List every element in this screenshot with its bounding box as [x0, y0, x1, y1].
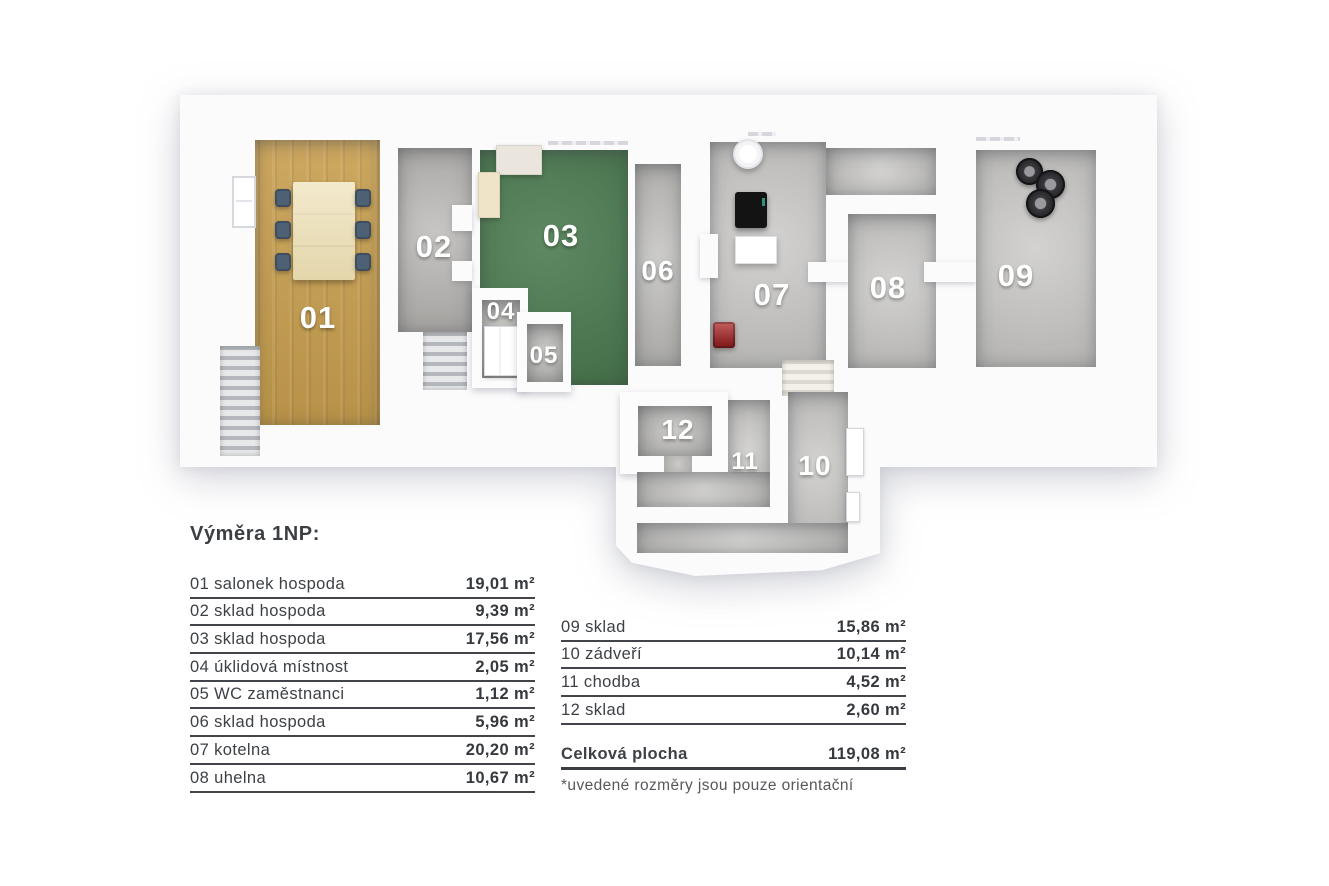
- wall-stub: [700, 234, 718, 278]
- legend-room-name: 01 salonek hospoda: [190, 574, 345, 593]
- room-06-label: 06: [641, 255, 675, 286]
- legend-room-area: 15,86 m²: [836, 617, 906, 636]
- kitchen-cabinet: [478, 172, 500, 218]
- chair-icon: [275, 253, 291, 271]
- legend-room-area: 1,12 m²: [475, 685, 535, 704]
- exterior-stairs: [220, 346, 260, 456]
- wall-vent-icon: [748, 132, 776, 136]
- chair-icon: [275, 221, 291, 239]
- door-jamb: [452, 261, 472, 281]
- chair-icon: [355, 221, 371, 239]
- legend-row-02: [190, 599, 535, 627]
- legend-room-name: 08 uhelna: [190, 768, 267, 787]
- wall-vent-icon: [548, 141, 628, 145]
- legend-room-area: 17,56 m²: [465, 630, 535, 649]
- room-08-label: 08: [869, 270, 907, 305]
- car-tire-icon: [1026, 189, 1055, 218]
- legend-room-name: 09 sklad: [561, 617, 626, 636]
- entry-door: [846, 492, 860, 522]
- sink-unit: [484, 326, 518, 376]
- room-03-label: 03: [542, 218, 580, 253]
- room-01-label: 01: [299, 300, 337, 335]
- legend-total-row: [561, 742, 906, 770]
- red-machine: [713, 322, 735, 348]
- room-10-label: 10: [798, 450, 832, 481]
- room-10-floor-strip: [637, 523, 848, 553]
- legend-note: *uvedené rozměry jsou pouze orientační: [561, 777, 854, 794]
- legend-row-04: [190, 654, 535, 682]
- room-11-floor-horizontal: [637, 472, 770, 507]
- legend-room-name: 03 sklad hospoda: [190, 630, 326, 649]
- legend-row-01: [190, 571, 535, 599]
- chair-icon: [275, 189, 291, 207]
- legend-room-area: 20,20 m²: [465, 740, 535, 759]
- door-jamb: [452, 205, 472, 231]
- stove: [735, 192, 767, 228]
- boiler-cylinder: [733, 139, 763, 169]
- room-12-label: 12: [661, 414, 695, 445]
- legend-room-name: 12 sklad: [561, 700, 626, 719]
- legend-row-11: [561, 669, 906, 697]
- storage-box: [735, 236, 777, 264]
- legend-room-area: 10,14 m²: [836, 645, 906, 664]
- kitchen-cabinet: [496, 145, 542, 175]
- legend-total-area: 119,08 m²: [828, 745, 906, 763]
- legend-room-name: 02 sklad hospoda: [190, 602, 326, 621]
- chair-icon: [355, 253, 371, 271]
- legend-room-name: 07 kotelna: [190, 740, 271, 759]
- legend-row-06: [190, 709, 535, 737]
- legend-total: [561, 742, 906, 770]
- legend-room-area: 19,01 m²: [465, 574, 535, 593]
- legend-row-10: [561, 642, 906, 670]
- interior-stairs: [423, 332, 467, 390]
- room-07-label: 07: [753, 277, 791, 312]
- legend-total-name: Celková plocha: [561, 745, 688, 763]
- door-lintel: [808, 262, 850, 282]
- room-05-label: 05: [529, 342, 559, 369]
- legend-row-08: [190, 765, 535, 793]
- legend-room-area: 10,67 m²: [465, 768, 535, 787]
- entry-door: [846, 428, 864, 476]
- legend-row-03: [190, 626, 535, 654]
- legend-room-area: 2,60 m²: [846, 700, 906, 719]
- wall-vent-icon: [976, 137, 1020, 141]
- legend-room-name: 06 sklad hospoda: [190, 713, 326, 732]
- room-09-label: 09: [997, 258, 1035, 293]
- room-02-label: 02: [415, 229, 453, 264]
- legend-room-name: 04 úklidová místnost: [190, 657, 349, 676]
- legend-room-name: 05 WC zaměstnanci: [190, 685, 345, 704]
- legend-title: Výměra 1NP:: [190, 523, 320, 545]
- door-lintel: [924, 262, 976, 282]
- room-07-floor-strip: [826, 148, 936, 195]
- legend-row-12: [561, 697, 906, 725]
- legend-row-07: [190, 737, 535, 765]
- legend-room-area: 4,52 m²: [846, 673, 906, 692]
- chair-icon: [355, 189, 371, 207]
- legend-room-area: 5,96 m²: [475, 713, 535, 732]
- legend-row-05: [190, 682, 535, 710]
- legend-room-name: 10 zádveří: [561, 645, 643, 664]
- entry-stairs: [782, 360, 834, 396]
- legend-row-09: [561, 614, 906, 642]
- legend-room-name: 11 chodba: [561, 673, 641, 692]
- legend-left-column: [190, 571, 535, 793]
- dining-table: [293, 182, 355, 280]
- window-icon: [232, 176, 256, 228]
- room-04-label: 04: [486, 298, 516, 325]
- room-11-label: 11: [731, 448, 759, 475]
- legend-room-area: 9,39 m²: [475, 602, 535, 621]
- legend-right-column: [561, 614, 906, 725]
- legend-room-area: 2,05 m²: [475, 657, 535, 676]
